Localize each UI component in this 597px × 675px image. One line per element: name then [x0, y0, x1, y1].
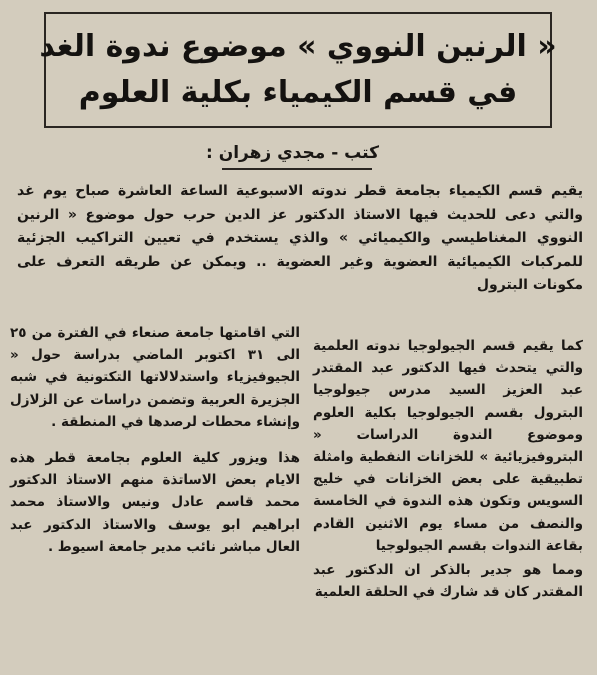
left-column-paragraph-2: هذا ويزور كلية العلوم بجامعة قطر هذه الايام بعض الاساتذة منهم الاستاذ الدكتور محمد قاسم عادل ونيس والاستاذ محمد ابراهيم ابو يوسف والاستاذ الدكتور عبد العال مباشر نائب مدير جامعة اسيوط .	[10, 450, 300, 555]
right-column-paragraph-1: كما يقيم قسم الجيولوجيا ندوته العلمية والتي يتحدث فيها الدكتور عبد المقتدر عبد العزيز السيد مدرس جيولوجيا البترول بقسم الجيولوجيا بكلية العلوم وموضوع الندوة الدراسات « البتروفيزيائية » للخزانات النفطية وامثلة تطبيقية على بعض الخزانات في خليج السويس وتكون هذه الندوة في الخامسة والنصف من مساء يوم الاثنين القادم بقاعة الندوات بقسم الجيولوجيا	[313, 338, 583, 554]
byline-rule	[222, 168, 372, 170]
headline-line-1: « الرنين النووي » موضوع ندوة الغد	[39, 29, 557, 64]
lead-paragraph	[17, 180, 583, 298]
headline-line-2: في قسم الكيمياء بكلية العلوم	[78, 75, 518, 110]
left-column	[10, 322, 300, 560]
lead-text: يقيم قسم الكيمياء بجامعة قطر ندوته الاسبوعية الساعة العاشرة صباح يوم غد والتي دعى للحديث فيها الاستاذ الدكتور عز الدين حرب حول موضوع « الرنين النووي المغناطيسي والكيميائي » والذي يستخدم في تعيين التراكيب الجزئية للمركبات الكيميائية العضوية وغير العضوية .. ويمكن عن طريقه التعرف على مكونات البترول	[17, 183, 583, 293]
byline: كتب - مجدي زهران :	[205, 143, 379, 163]
right-column	[313, 335, 583, 605]
right-column-paragraph-2: ومما هو جدير بالذكر ان الدكتور عبد المقتدر كان قد شارك في الحلقة العلمية	[313, 562, 583, 601]
headline-box	[39, 12, 557, 128]
left-column-paragraph-1: التي اقامتها جامعة صنعاء في الفترة من ٢٥ الى ٣١ اكتوبر الماضي بدراسة حول « الجيوفيزياء واستدلالاتها التكتونية في شبه الجزيرة العربية وتضمن دراسات عن الزلازل وإنشاء محطات لرصدها في المنطقة .	[10, 325, 300, 430]
